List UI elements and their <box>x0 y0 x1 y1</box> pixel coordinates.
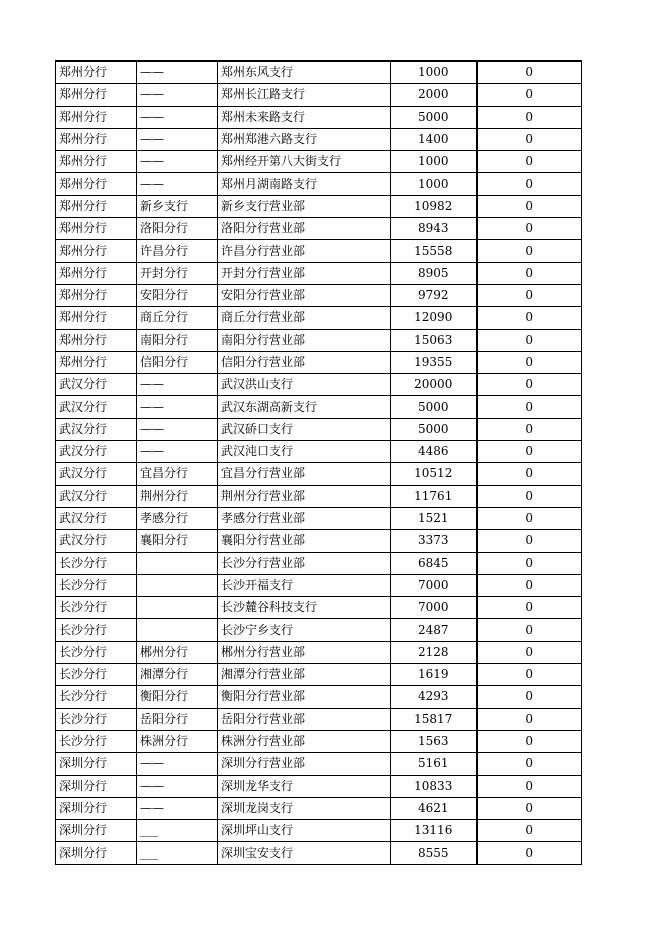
value-cell: 0 <box>477 441 582 463</box>
outlet-cell: 武汉洪山支行 <box>218 374 391 396</box>
value-cell: 0 <box>477 730 582 752</box>
branch-cell: 武汉分行 <box>56 530 137 552</box>
table-row <box>56 641 582 663</box>
sub-branch-cell: 郴州分行 <box>137 641 218 663</box>
sub-branch-cell: —— <box>137 128 218 150</box>
table-row <box>56 441 582 463</box>
value-cell: 0 <box>477 61 582 84</box>
amount-cell: 2000 <box>391 84 477 106</box>
sub-branch-cell: 开封分行 <box>137 262 218 284</box>
sub-branch-cell: —— <box>137 396 218 418</box>
table-row <box>56 574 582 596</box>
branch-cell: 郑州分行 <box>56 351 137 373</box>
amount-cell: 5000 <box>391 106 477 128</box>
value-cell: 0 <box>477 284 582 306</box>
value-cell: 0 <box>477 507 582 529</box>
amount-cell: 8905 <box>391 262 477 284</box>
outlet-cell: 南阳分行营业部 <box>218 329 391 351</box>
branch-cell: 郑州分行 <box>56 84 137 106</box>
branch-cell: 郑州分行 <box>56 329 137 351</box>
table-row <box>56 597 582 619</box>
branch-table <box>55 60 582 865</box>
sub-branch-cell: —— <box>137 106 218 128</box>
table-row <box>56 775 582 797</box>
value-cell: 0 <box>477 597 582 619</box>
sub-branch-cell: ___ <box>137 842 218 864</box>
sub-branch-cell: 洛阳分行 <box>137 218 218 240</box>
amount-cell: 15817 <box>391 708 477 730</box>
outlet-cell: 商丘分行营业部 <box>218 307 391 329</box>
branch-cell: 深圳分行 <box>56 820 137 842</box>
table-row <box>56 307 582 329</box>
value-cell: 0 <box>477 195 582 217</box>
amount-cell: 10982 <box>391 195 477 217</box>
outlet-cell: 宜昌分行营业部 <box>218 463 391 485</box>
branch-cell: 深圳分行 <box>56 753 137 775</box>
branch-cell: 长沙分行 <box>56 641 137 663</box>
value-cell: 0 <box>477 753 582 775</box>
outlet-cell: 荆州分行营业部 <box>218 485 391 507</box>
outlet-cell: 洛阳分行营业部 <box>218 218 391 240</box>
outlet-cell: 衡阳分行营业部 <box>218 686 391 708</box>
sub-branch-cell: 南阳分行 <box>137 329 218 351</box>
amount-cell: 10512 <box>391 463 477 485</box>
outlet-cell: 深圳坪山支行 <box>218 820 391 842</box>
table-row <box>56 418 582 440</box>
outlet-cell: 长沙分行营业部 <box>218 552 391 574</box>
table-row <box>56 507 582 529</box>
value-cell: 0 <box>477 329 582 351</box>
sub-branch-cell: 株洲分行 <box>137 730 218 752</box>
value-cell: 0 <box>477 530 582 552</box>
sub-branch-cell: ___ <box>137 820 218 842</box>
value-cell: 0 <box>477 240 582 262</box>
table-row <box>56 396 582 418</box>
table-row <box>56 753 582 775</box>
table-row <box>56 218 582 240</box>
amount-cell: 8555 <box>391 842 477 864</box>
outlet-cell: 许昌分行营业部 <box>218 240 391 262</box>
branch-cell: 郑州分行 <box>56 61 137 84</box>
table-row <box>56 842 582 864</box>
branch-cell: 武汉分行 <box>56 441 137 463</box>
table-row <box>56 151 582 173</box>
branch-cell: 深圳分行 <box>56 842 137 864</box>
branch-cell: 长沙分行 <box>56 552 137 574</box>
branch-cell: 郑州分行 <box>56 284 137 306</box>
value-cell: 0 <box>477 218 582 240</box>
table-row <box>56 284 582 306</box>
branch-cell: 郑州分行 <box>56 128 137 150</box>
amount-cell: 5161 <box>391 753 477 775</box>
branch-cell: 长沙分行 <box>56 619 137 641</box>
value-cell: 0 <box>477 463 582 485</box>
amount-cell: 5000 <box>391 396 477 418</box>
sub-branch-cell: —— <box>137 374 218 396</box>
amount-cell: 1000 <box>391 173 477 195</box>
sub-branch-cell: 新乡支行 <box>137 195 218 217</box>
table-row <box>56 485 582 507</box>
value-cell: 0 <box>477 686 582 708</box>
table-row <box>56 61 582 84</box>
branch-cell: 长沙分行 <box>56 574 137 596</box>
table-row <box>56 797 582 819</box>
branch-cell: 武汉分行 <box>56 463 137 485</box>
outlet-cell: 湘潭分行营业部 <box>218 664 391 686</box>
table-row <box>56 686 582 708</box>
outlet-cell: 长沙麓谷科技支行 <box>218 597 391 619</box>
table-row <box>56 84 582 106</box>
amount-cell: 5000 <box>391 418 477 440</box>
value-cell: 0 <box>477 106 582 128</box>
branch-cell: 郑州分行 <box>56 307 137 329</box>
table-row <box>56 106 582 128</box>
sub-branch-cell: —— <box>137 418 218 440</box>
outlet-cell: 株洲分行营业部 <box>218 730 391 752</box>
outlet-cell: 岳阳分行营业部 <box>218 708 391 730</box>
sub-branch-cell: 岳阳分行 <box>137 708 218 730</box>
value-cell: 0 <box>477 128 582 150</box>
branch-cell: 长沙分行 <box>56 664 137 686</box>
branch-cell: 长沙分行 <box>56 686 137 708</box>
amount-cell: 8943 <box>391 218 477 240</box>
outlet-cell: 长沙开福支行 <box>218 574 391 596</box>
outlet-cell: 武汉东湖高新支行 <box>218 396 391 418</box>
value-cell: 0 <box>477 485 582 507</box>
outlet-cell: 信阳分行营业部 <box>218 351 391 373</box>
value-cell: 0 <box>477 307 582 329</box>
outlet-cell: 武汉硚口支行 <box>218 418 391 440</box>
branch-cell: 郑州分行 <box>56 262 137 284</box>
sub-branch-cell: 商丘分行 <box>137 307 218 329</box>
outlet-cell: 郑州郑港六路支行 <box>218 128 391 150</box>
value-cell: 0 <box>477 574 582 596</box>
outlet-cell: 郑州东风支行 <box>218 61 391 84</box>
branch-cell: 郑州分行 <box>56 106 137 128</box>
value-cell: 0 <box>477 641 582 663</box>
branch-cell: 郑州分行 <box>56 173 137 195</box>
table-row <box>56 730 582 752</box>
table-row <box>56 530 582 552</box>
value-cell: 0 <box>477 374 582 396</box>
amount-cell: 13116 <box>391 820 477 842</box>
table-row <box>56 820 582 842</box>
value-cell: 0 <box>477 173 582 195</box>
sub-branch-cell: —— <box>137 441 218 463</box>
value-cell: 0 <box>477 664 582 686</box>
sub-branch-cell <box>137 619 218 641</box>
sub-branch-cell: 孝感分行 <box>137 507 218 529</box>
value-cell: 0 <box>477 552 582 574</box>
amount-cell: 11761 <box>391 485 477 507</box>
sub-branch-cell: 信阳分行 <box>137 351 218 373</box>
table-row <box>56 351 582 373</box>
amount-cell: 12090 <box>391 307 477 329</box>
sub-branch-cell <box>137 597 218 619</box>
outlet-cell: 郑州经开第八大街支行 <box>218 151 391 173</box>
amount-cell: 4486 <box>391 441 477 463</box>
branch-cell: 长沙分行 <box>56 730 137 752</box>
branch-cell: 武汉分行 <box>56 396 137 418</box>
sub-branch-cell: 许昌分行 <box>137 240 218 262</box>
sub-branch-cell: —— <box>137 173 218 195</box>
outlet-cell: 武汉沌口支行 <box>218 441 391 463</box>
outlet-cell: 郑州月湖南路支行 <box>218 173 391 195</box>
outlet-cell: 深圳分行营业部 <box>218 753 391 775</box>
outlet-cell: 深圳宝安支行 <box>218 842 391 864</box>
table-row <box>56 552 582 574</box>
sub-branch-cell: —— <box>137 775 218 797</box>
amount-cell: 7000 <box>391 597 477 619</box>
sub-branch-cell <box>137 574 218 596</box>
amount-cell: 2487 <box>391 619 477 641</box>
branch-cell: 武汉分行 <box>56 485 137 507</box>
amount-cell: 1000 <box>391 61 477 84</box>
outlet-cell: 安阳分行营业部 <box>218 284 391 306</box>
outlet-cell: 郑州未来路支行 <box>218 106 391 128</box>
amount-cell: 1619 <box>391 664 477 686</box>
outlet-cell: 新乡支行营业部 <box>218 195 391 217</box>
amount-cell: 15558 <box>391 240 477 262</box>
sub-branch-cell: —— <box>137 84 218 106</box>
table-row <box>56 173 582 195</box>
table-row <box>56 619 582 641</box>
value-cell: 0 <box>477 775 582 797</box>
branch-cell: 武汉分行 <box>56 418 137 440</box>
outlet-cell: 孝感分行营业部 <box>218 507 391 529</box>
sub-branch-cell: —— <box>137 61 218 84</box>
branch-cell: 郑州分行 <box>56 240 137 262</box>
table-row <box>56 262 582 284</box>
value-cell: 0 <box>477 842 582 864</box>
sub-branch-cell: 宜昌分行 <box>137 463 218 485</box>
value-cell: 0 <box>477 262 582 284</box>
outlet-cell: 深圳龙岗支行 <box>218 797 391 819</box>
branch-cell: 深圳分行 <box>56 775 137 797</box>
sub-branch-cell: 襄阳分行 <box>137 530 218 552</box>
amount-cell: 2128 <box>391 641 477 663</box>
value-cell: 0 <box>477 151 582 173</box>
amount-cell: 4293 <box>391 686 477 708</box>
table-row <box>56 708 582 730</box>
branch-cell: 深圳分行 <box>56 797 137 819</box>
amount-cell: 1000 <box>391 151 477 173</box>
amount-cell: 1521 <box>391 507 477 529</box>
outlet-cell: 襄阳分行营业部 <box>218 530 391 552</box>
branch-cell: 郑州分行 <box>56 218 137 240</box>
outlet-cell: 长沙宁乡支行 <box>218 619 391 641</box>
table-row <box>56 195 582 217</box>
branch-cell: 郑州分行 <box>56 151 137 173</box>
amount-cell: 4621 <box>391 797 477 819</box>
table-body <box>56 61 582 864</box>
outlet-cell: 郴州分行营业部 <box>218 641 391 663</box>
value-cell: 0 <box>477 708 582 730</box>
table-row <box>56 374 582 396</box>
value-cell: 0 <box>477 396 582 418</box>
value-cell: 0 <box>477 619 582 641</box>
amount-cell: 6845 <box>391 552 477 574</box>
sub-branch-cell: —— <box>137 753 218 775</box>
branch-cell: 长沙分行 <box>56 708 137 730</box>
table-row <box>56 329 582 351</box>
branch-cell: 武汉分行 <box>56 507 137 529</box>
sub-branch-cell <box>137 552 218 574</box>
amount-cell: 7000 <box>391 574 477 596</box>
table-row <box>56 664 582 686</box>
table-row <box>56 240 582 262</box>
sub-branch-cell: —— <box>137 797 218 819</box>
table-row <box>56 463 582 485</box>
amount-cell: 10833 <box>391 775 477 797</box>
table-row <box>56 128 582 150</box>
amount-cell: 1563 <box>391 730 477 752</box>
value-cell: 0 <box>477 820 582 842</box>
amount-cell: 1400 <box>391 128 477 150</box>
sub-branch-cell: 荆州分行 <box>137 485 218 507</box>
sub-branch-cell: 湘潭分行 <box>137 664 218 686</box>
amount-cell: 9792 <box>391 284 477 306</box>
amount-cell: 20000 <box>391 374 477 396</box>
sub-branch-cell: —— <box>137 151 218 173</box>
sub-branch-cell: 安阳分行 <box>137 284 218 306</box>
branch-cell: 郑州分行 <box>56 195 137 217</box>
amount-cell: 19355 <box>391 351 477 373</box>
amount-cell: 3373 <box>391 530 477 552</box>
outlet-cell: 开封分行营业部 <box>218 262 391 284</box>
amount-cell: 15063 <box>391 329 477 351</box>
value-cell: 0 <box>477 797 582 819</box>
sub-branch-cell: 衡阳分行 <box>137 686 218 708</box>
value-cell: 0 <box>477 418 582 440</box>
branch-cell: 武汉分行 <box>56 374 137 396</box>
value-cell: 0 <box>477 351 582 373</box>
branch-cell: 长沙分行 <box>56 597 137 619</box>
outlet-cell: 深圳龙华支行 <box>218 775 391 797</box>
outlet-cell: 郑州长江路支行 <box>218 84 391 106</box>
value-cell: 0 <box>477 84 582 106</box>
